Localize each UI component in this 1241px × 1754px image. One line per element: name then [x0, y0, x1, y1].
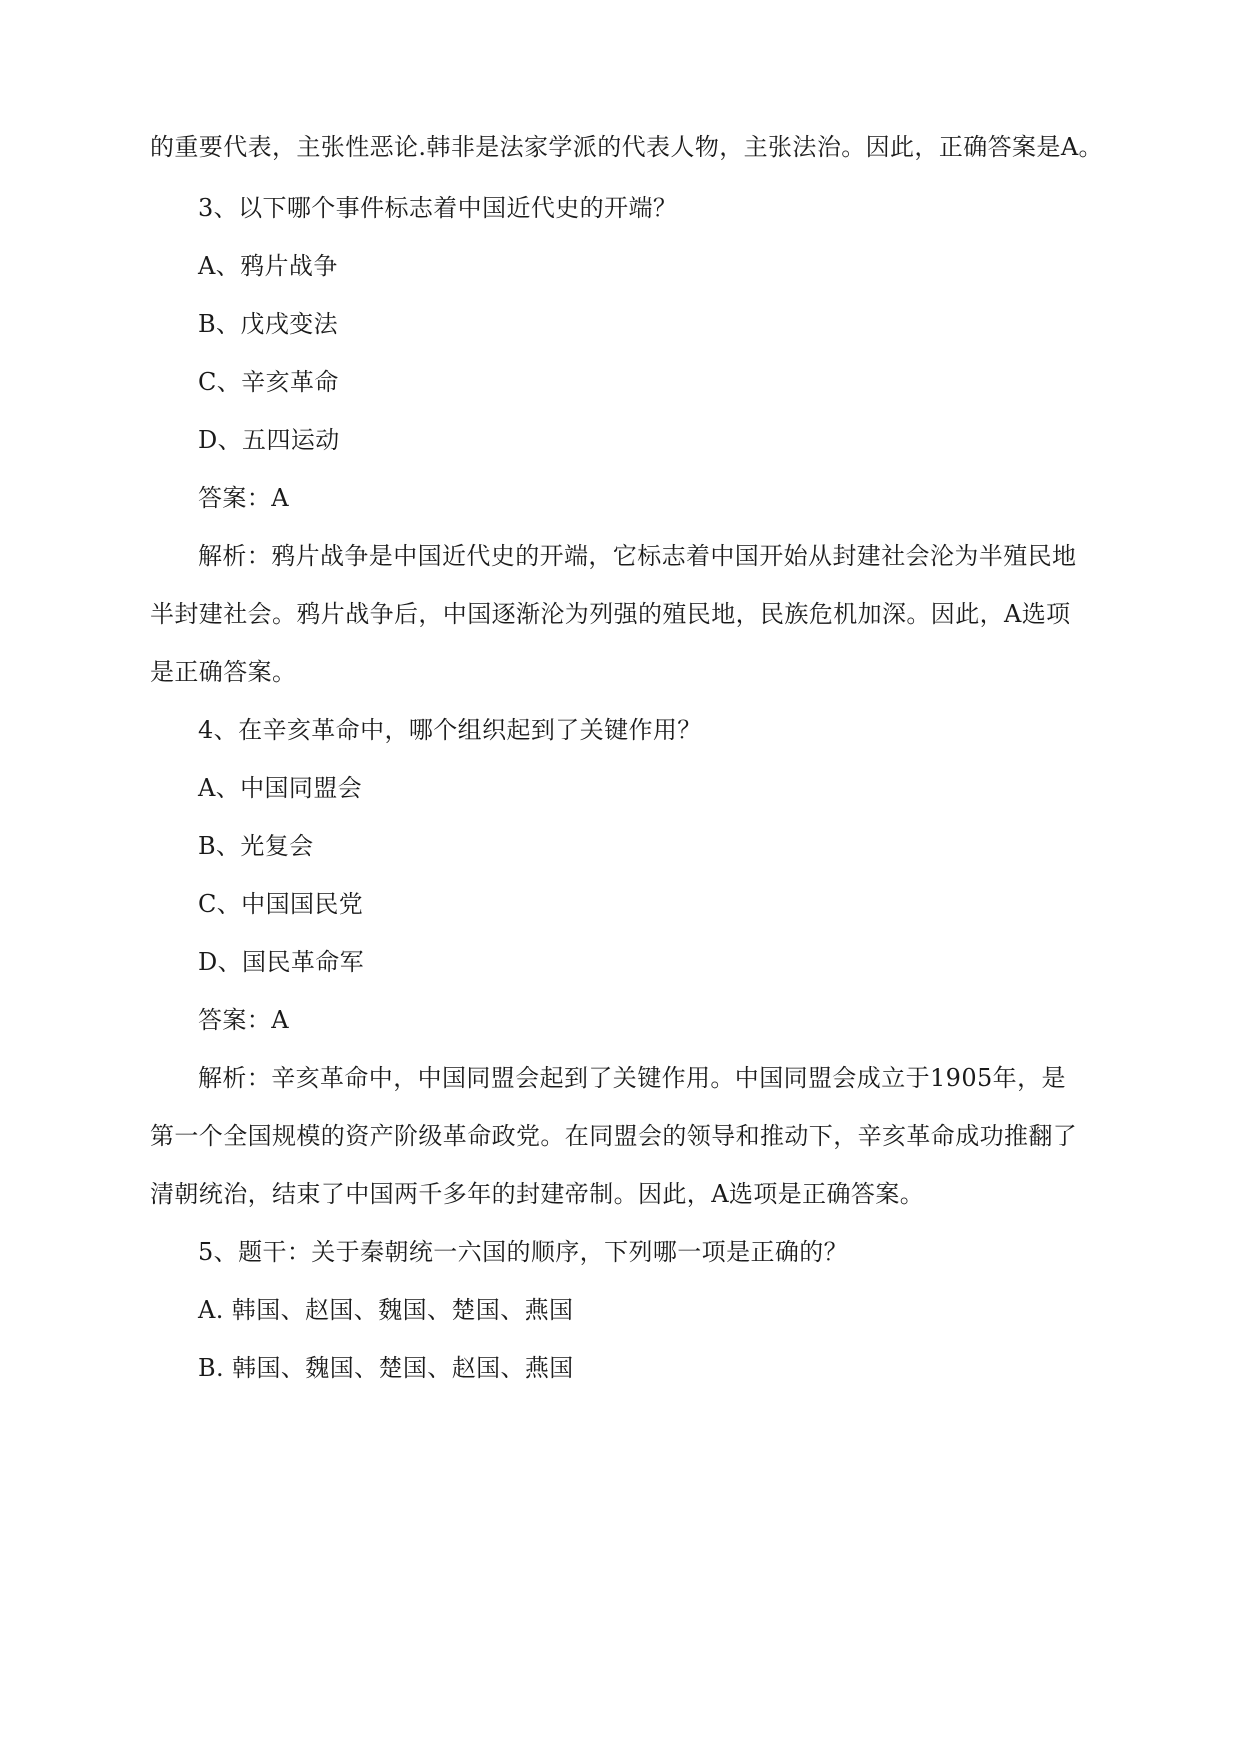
question-3-option-c: C、辛亥革命 — [198, 368, 339, 396]
question-4-answer: 答案：A — [198, 1006, 289, 1034]
paragraph-line: 的重要代表，主张性恶论.韩非是法家学派的代表人物，主张法治。因此，正确答案是A。 — [150, 133, 1103, 161]
question-4-explanation-line: 第一个全国规模的资产阶级革命政党。在同盟会的领导和推动下，辛亥革命成功推翻了 — [150, 1122, 1078, 1150]
question-3-answer: 答案：A — [198, 484, 289, 512]
question-3-explanation-line: 是正确答案。 — [150, 658, 297, 686]
question-4-stem: 4、在辛亥革命中，哪个组织起到了关键作用？ — [198, 716, 702, 744]
question-5-option-a: A. 韩国、赵国、魏国、楚国、燕国 — [198, 1296, 574, 1324]
question-4-option-b: B、光复会 — [198, 832, 314, 860]
question-4-option-a: A、中国同盟会 — [198, 774, 363, 802]
question-3-explanation-line: 解析：鸦片战争是中国近代史的开端，它标志着中国开始从封建社会沦为半殖民地 — [198, 542, 1077, 570]
question-4-explanation-line: 解析：辛亥革命中，中国同盟会起到了关键作用。中国同盟会成立于1905年，是 — [198, 1064, 1066, 1092]
question-3-stem: 3、以下哪个事件标志着中国近代史的开端？ — [198, 194, 678, 222]
question-3-option-d: D、五四运动 — [198, 426, 340, 454]
question-3-option-b: B、戊戌变法 — [198, 310, 339, 338]
question-5-stem: 5、题干：关于秦朝统一六国的顺序，下列哪一项是正确的？ — [198, 1238, 849, 1266]
question-3-option-a: A、鸦片战争 — [198, 252, 338, 280]
question-4-option-c: C、中国国民党 — [198, 890, 364, 918]
question-4-explanation-line: 清朝统治，结束了中国两千多年的封建帝制。因此，A选项是正确答案。 — [150, 1180, 925, 1208]
question-4-option-d: D、国民革命军 — [198, 948, 365, 976]
question-3-explanation-line: 半封建社会。鸦片战争后，中国逐渐沦为列强的殖民地，民族危机加深。因此，A选项 — [150, 600, 1071, 628]
question-5-option-b: B. 韩国、魏国、楚国、赵国、燕国 — [198, 1354, 574, 1382]
